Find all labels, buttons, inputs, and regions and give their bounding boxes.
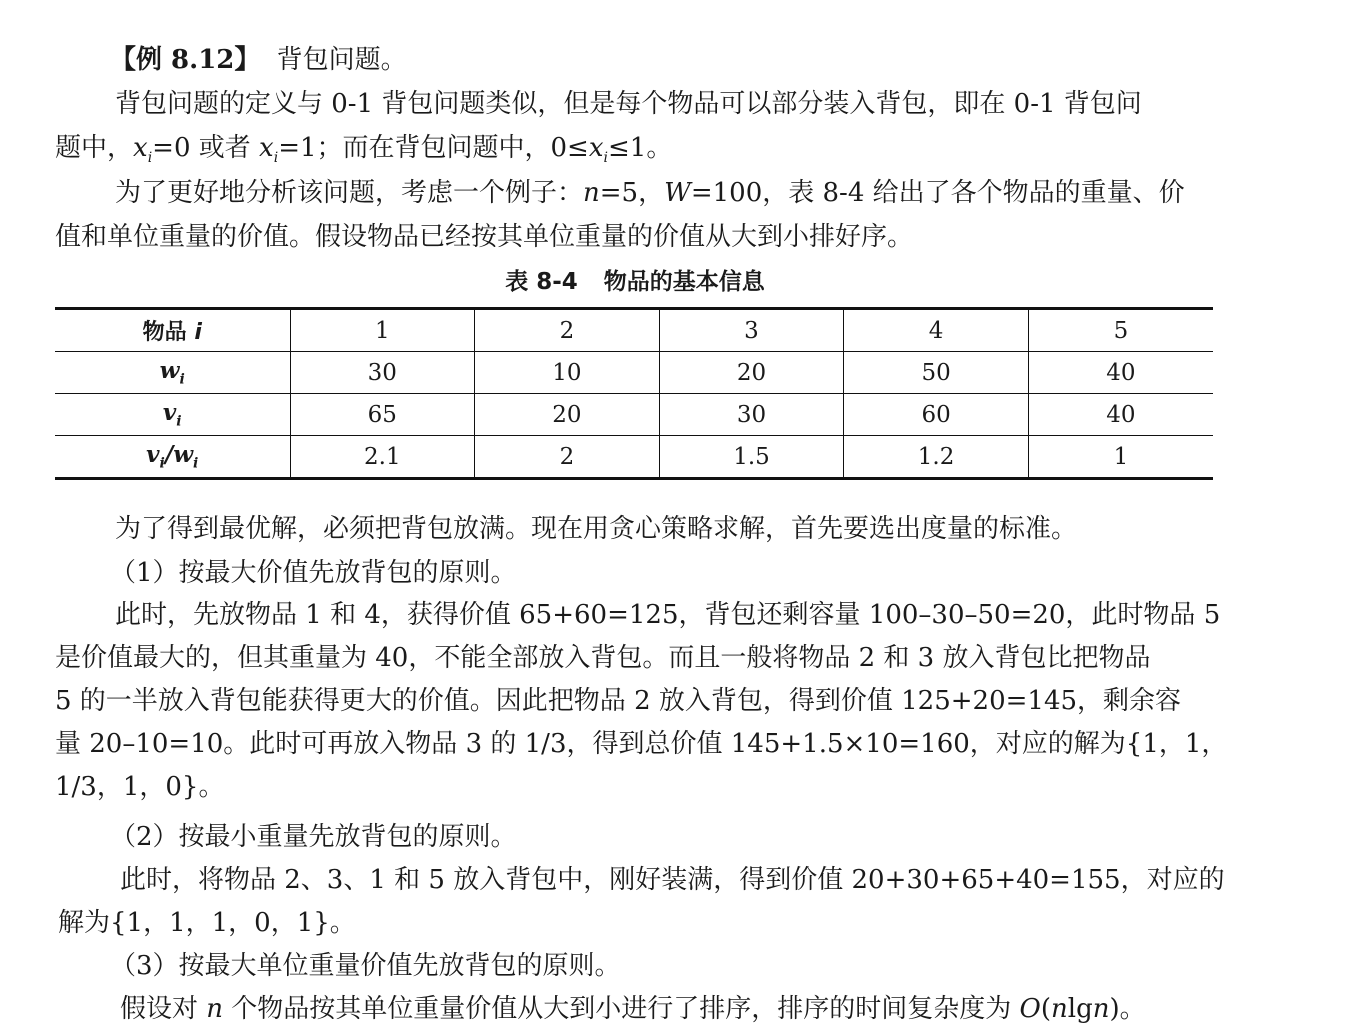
section-heading: （2）按最小重量先放背包的原则。 [110, 822, 517, 852]
table-cell: 1.5 [659, 436, 844, 479]
paragraph-line: 背包问题的定义与 0-1 背包问题类似，但是每个物品可以部分装入背包，即在 0-1 背包问 [115, 89, 1142, 119]
table-cell: 2 [475, 436, 660, 479]
paragraph-line: 值和单位重量的价值。假设物品已经按其单位重量的价值从大到小排好序。 [55, 222, 914, 252]
paragraph-line: 量 20–10=10。此时可再放入物品 3 的 1/3，得到总价值 145+1.5×10=160，对应的解为{1，1， [55, 729, 1228, 759]
table-cell: 60 [844, 394, 1029, 436]
example-label: 【例 8.12】 [110, 45, 261, 75]
paragraph-line: 此时，先放物品 1 和 4，获得价值 65+60=125，背包还剩容量 100–30–50=20，此时物品 5 [115, 600, 1221, 630]
paragraph-line: 为了更好地分析该问题，考虑一个例子：n=5，W=100，表 8-4 给出了各个物品的重量、价 [115, 178, 1185, 208]
table-cell: 3 [659, 309, 844, 352]
table-cell: 1.2 [844, 436, 1029, 479]
row-header-item: 物品 i [55, 309, 290, 352]
paragraph-line: 解为{1，1，1，0，1}。 [58, 908, 356, 938]
example-heading [110, 43, 407, 77]
section-heading: （3）按最大单位重量价值先放背包的原则。 [110, 951, 621, 981]
table-cell: 10 [475, 352, 660, 394]
paragraph-line: 此时，将物品 2、3、1 和 5 放入背包中，刚好装满，得到价值 20+30+65+40=155，对应的 [120, 865, 1225, 895]
table-row [55, 352, 1213, 394]
table-cell: 20 [659, 352, 844, 394]
paragraph-line: 为了得到最优解，必须把背包放满。现在用贪心策略求解，首先要选出度量的标准。 [115, 514, 1078, 544]
table-caption-title: 物品的基本信息 [603, 269, 765, 295]
table-cell: 4 [844, 309, 1029, 352]
table-cell: 30 [659, 394, 844, 436]
table-cell: 1 [290, 309, 475, 352]
table-cell: 65 [290, 394, 475, 436]
table-cell: 2 [475, 309, 660, 352]
table-row [55, 394, 1213, 436]
item-info-table [55, 307, 1213, 480]
row-header-value: $v_i$ [55, 394, 290, 436]
table-cell: 20 [475, 394, 660, 436]
table-cell: 40 [1028, 394, 1213, 436]
example-title: 背包问题。 [276, 45, 407, 75]
table-cell: 50 [844, 352, 1029, 394]
table-caption-number: 表 8-4 [505, 269, 578, 295]
table-caption [0, 266, 1270, 298]
table-cell: 2.1 [290, 436, 475, 479]
row-header-weight: $w_i$ [55, 352, 290, 394]
section-heading: （1）按最大价值先放背包的原则。 [110, 558, 517, 588]
paragraph-line: 题中，$x_i=0$ 或者 $x_i=1$；而在背包问题中，$0\le x_i\le 1$。 [55, 133, 673, 167]
paragraph-line: 是价值最大的，但其重量为 40，不能全部放入背包。而且一般将物品 2 和 3 放入背包比把物品 [55, 643, 1151, 673]
table-cell: 5 [1028, 309, 1213, 352]
table-row [55, 436, 1213, 479]
paragraph-line: 1/3，1，0}。 [55, 772, 225, 802]
table-cell: 1 [1028, 436, 1213, 479]
table-cell: 30 [290, 352, 475, 394]
paragraph-line: 5 的一半放入背包能获得更大的价值。因此把物品 2 放入背包，得到价值 125+20=145，剩余容 [55, 686, 1182, 716]
paragraph-line: 假设对 n 个物品按其单位重量价值从大到小进行了排序，排序的时间复杂度为 O(nlgn)。 [120, 994, 1146, 1024]
table-cell: 40 [1028, 352, 1213, 394]
row-header-ratio: $v_i/w_i$ [55, 436, 290, 479]
table-row [55, 309, 1213, 352]
